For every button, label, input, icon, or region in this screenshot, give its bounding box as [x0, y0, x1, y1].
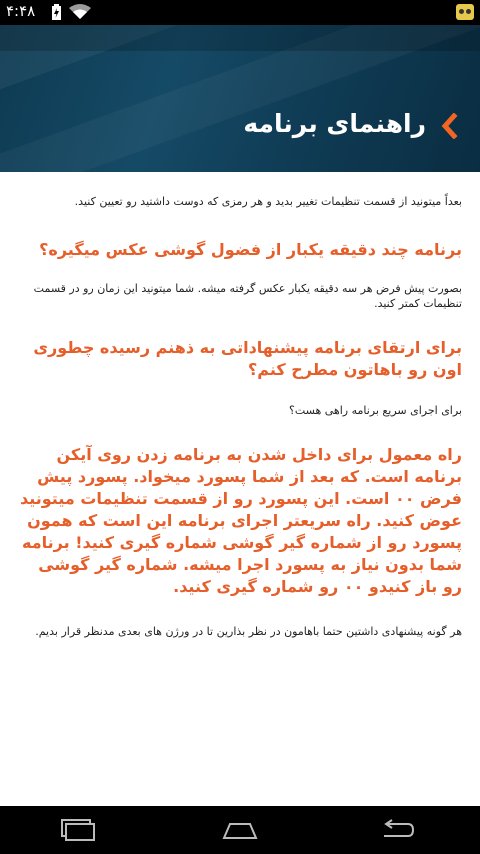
home-icon[interactable]	[222, 818, 258, 842]
faq-question: برای ارتقای برنامه پیشنهاداتی به ذهنم رسیده چطوری اون رو باهاتون مطرح کنم؟	[33, 338, 462, 379]
wifi-icon	[69, 4, 91, 20]
battery-charging-icon	[52, 4, 61, 20]
header-banner	[0, 25, 480, 172]
app-notification-icon	[456, 4, 474, 20]
navigation-bar	[0, 806, 480, 854]
intro-text: بعداً میتونید از قسمت تنظیمات تغییر بدید و هر رمزی که دوست داشتید رو تعیین کنید.	[74, 195, 462, 208]
chevron-left-icon[interactable]	[440, 113, 462, 139]
faq-answer: بصورت پیش فرض هر سه دقیقه یکبار عکس گرفته میشه. شما میتونید این زمان رو در قسمت تنظیمات کمتر کنید.	[33, 282, 462, 310]
help-content	[20, 176, 462, 796]
back-icon[interactable]	[380, 818, 416, 842]
long-answer: راه معمول برای داخل شدن به برنامه زدن روی آیکن برنامه است. که بعد از شما پسورد میخواد. پسورد پیش فرض ۰۰ است. این پسورد رو از قسمت تنظیمات میتونید عوض کنید. راه سریعتر اجرای برنامه این است که همون پسورد رو از شماره گیر گوشی شماره گیری کنید! برنامه شما بدون نیاز به پسورد اجرا میشه. شماره گیر گوشی رو باز کنیدو ۰۰ رو شماره گیری کنید.	[19, 445, 462, 596]
status-icons	[52, 3, 91, 21]
recent-apps-icon[interactable]	[60, 818, 96, 842]
closing-text: هر گونه پیشنهادی داشتین حتما باهامون در نظر بذارین تا در ورژن های بعدی مدنظر قرار بدیم.	[35, 625, 462, 638]
faq-answer: برای اجرای سریع برنامه راهی هست؟	[289, 404, 462, 417]
faq-question: برنامه چند دقیقه یکبار از فضول گوشی عکس میگیره؟	[39, 240, 462, 259]
status-time: ۴:۴۸	[6, 2, 36, 20]
page-title: راهنمای برنامه	[243, 109, 426, 138]
status-bar	[0, 0, 480, 25]
